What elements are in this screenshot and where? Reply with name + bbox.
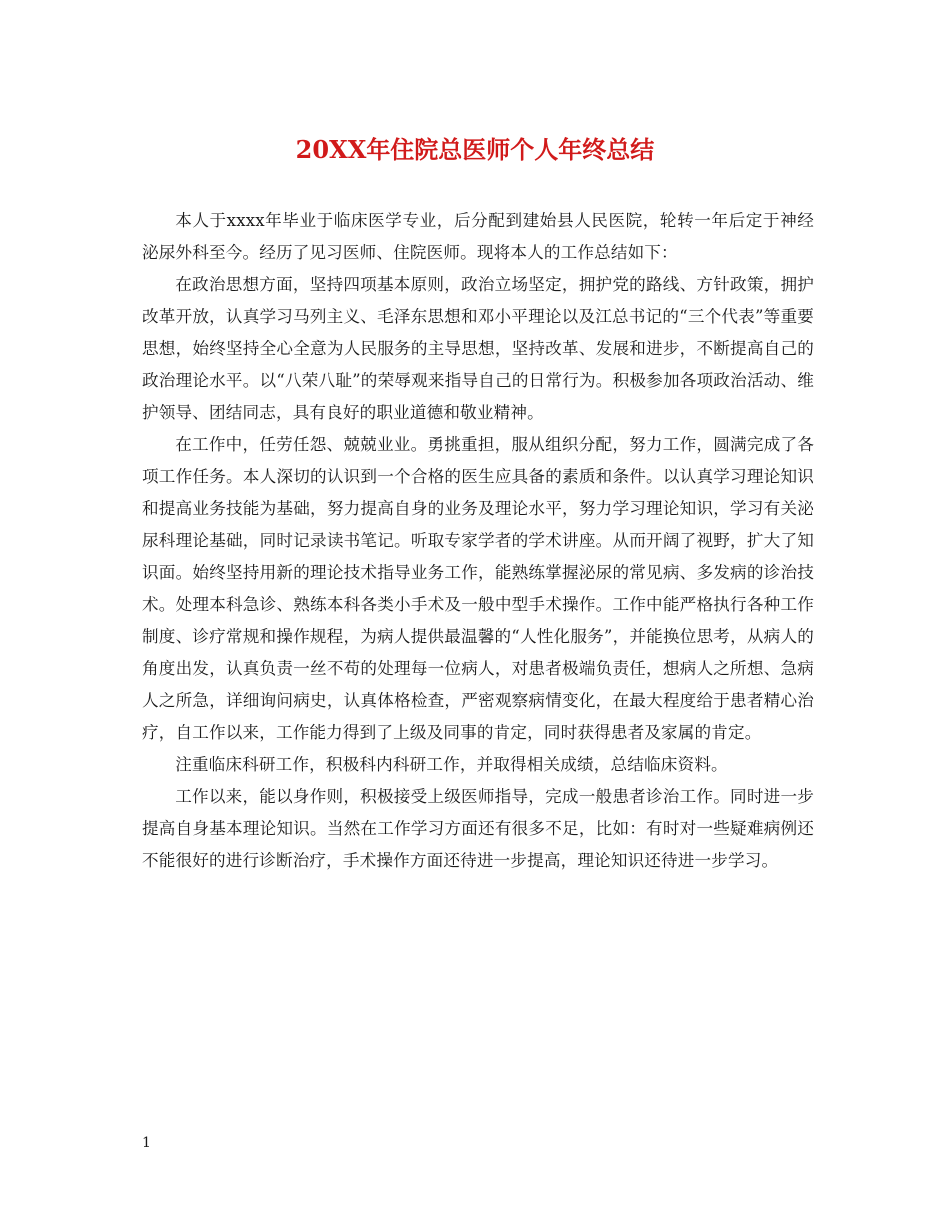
document-body — [142, 205, 814, 877]
paragraph-intro: 本人于xxxx年毕业于临床医学专业，后分配到建始县人民医院，轮转一年后定于神经泌尿外科至今。经历了见习医师、住院医师。现将本人的工作总结如下： — [142, 211, 814, 262]
paragraph-research: 注重临床科研工作，积极科内科研工作，并取得相关成绩，总结临床资料。 — [175, 755, 728, 774]
paragraph-conclusion: 工作以来，能以身作则，积极接受上级医师指导，完成一般患者诊治工作。同时进一步提高自身基本理论知识。当然在工作学习方面还有很多不足，比如：有时对一些疑难病例还不能很好的进行诊断治疗，手术操作方面还待进一步提高，理论知识还待进一步学习。 — [142, 787, 814, 870]
document-title: 20XX年住院总医师个人年终总结 — [295, 135, 655, 164]
paragraph-work: 在工作中，任劳任怨、兢兢业业。勇挑重担，服从组织分配，努力工作，圆满完成了各项工作任务。本人深切的认识到一个合格的医生应具备的素质和条件。以认真学习理论知识和提高业务技能为基础，努力提高自身的业务及理论水平，努力学习理论知识，学习有关泌尿科理论基础，同时记录读书笔记。听取专家学者的学术讲座。从而开阔了视野，扩大了知识面。始终坚持用新的理论技术指导业务工作，能熟练掌握泌尿的常见病、多发病的诊治技术。处理本科急诊、熟练本科各类小手术及一般中型手术操作。工作中能严格执行各种工作制度、诊疗常规和操作规程，为病人提供最温馨的“人性化服务”，并能换位思考，从病人的角度出发，认真负责一丝不苟的处理每一位病人，对患者极端负责任，想病人之所想、急病人之所急，详细询问病史，认真体格检查，严密观察病情变化，在最大程度给于患者精心治疗，自工作以来，工作能力得到了上级及同事的肯定，同时获得患者及家属的肯定。 — [142, 435, 814, 742]
paragraph-political: 在政治思想方面，坚持四项基本原则，政治立场坚定，拥护党的路线、方针政策，拥护改革开放，认真学习马列主义、毛泽东思想和邓小平理论以及江总书记的“三个代表”等重要思想，始终坚持全心全意为人民服务的主导思想，坚持改革、发展和进步，不断提高自己的政治理论水平。以“八荣八耻”的荣辱观来指导自己的日常行为。积极参加各项政治活动、维护领导、团结同志，具有良好的职业道德和敬业精神。 — [142, 275, 814, 422]
page-number: 1 — [142, 1135, 151, 1151]
